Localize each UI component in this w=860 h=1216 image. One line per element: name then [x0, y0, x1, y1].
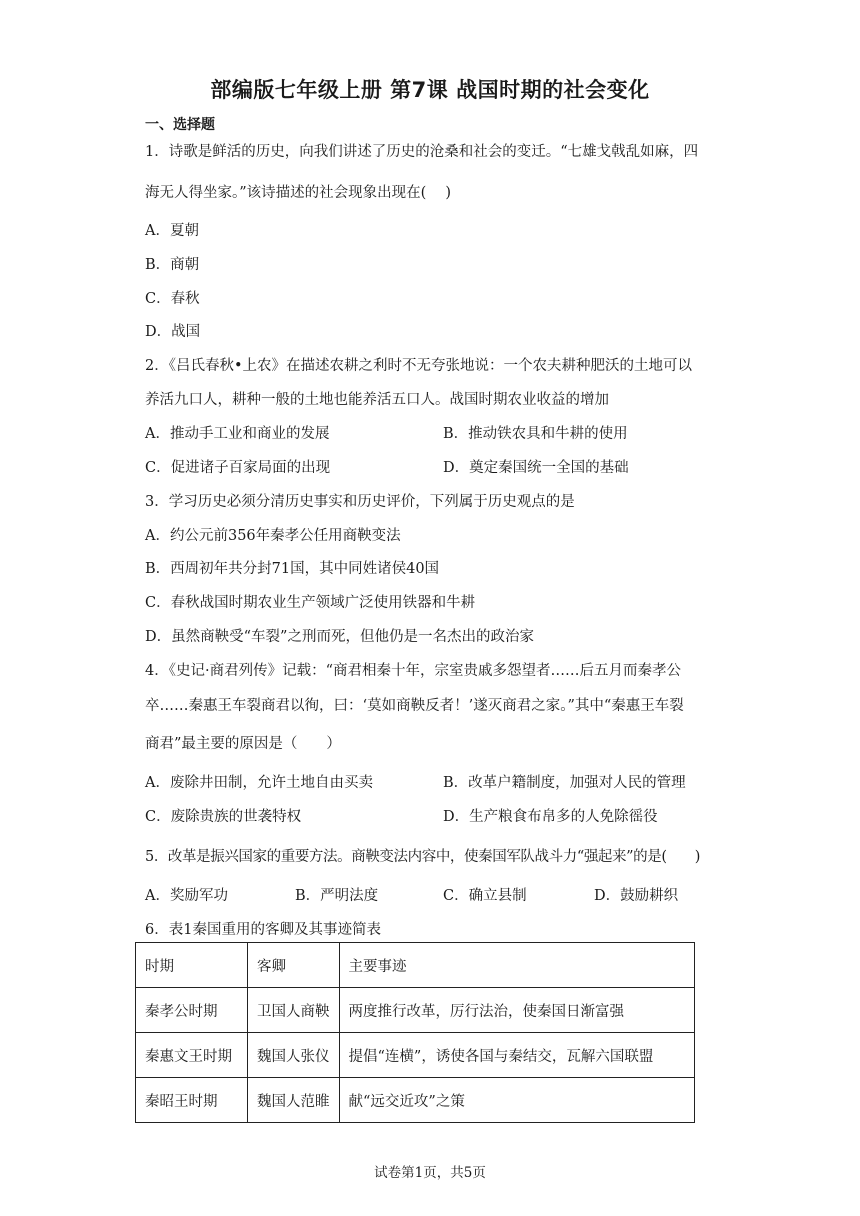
- question-4-option-b: B．改革户籍制度，加强对人民的管理: [443, 775, 686, 791]
- table-row: [136, 1033, 695, 1078]
- question-1-option-d: D．战国: [145, 324, 201, 340]
- guest-ministers-table: [135, 942, 695, 1123]
- question-4-option-c: C．废除贵族的世袭特权: [145, 809, 302, 825]
- question-4-line-1: 4．《史记·商君列传》记载：“商君相秦十年，宗室贵戚多怨望者……后五月而秦孝公: [145, 663, 681, 679]
- question-3-option-b: B．西周初年共分封71国，其中同姓诸侯40国: [145, 561, 440, 577]
- question-5-line-1: 5．改革是振兴国家的重要方法。商鞅变法内容中，使秦国军队战斗力“强起来”的是( ): [145, 849, 701, 865]
- table-header-cell: 主要事迹: [339, 943, 695, 988]
- question-4-line-3: 商君”最主要的原因是（ ）: [145, 736, 341, 752]
- question-1-line-1: 1．诗歌是鲜活的历史，向我们讲述了历史的沧桑和社会的变迁。“七雄戈戟乱如麻，四: [145, 144, 699, 160]
- question-5-option-c: C．确立县制: [443, 888, 527, 904]
- table-header-cell: 客卿: [248, 943, 340, 988]
- question-1-line-2: 海无人得坐家。”该诗描述的社会现象出现在( ): [145, 185, 452, 201]
- table-cell: 秦惠文王时期: [136, 1033, 248, 1078]
- question-2-line-2: 养活九口人，耕种一般的土地也能养活五口人。战国时期农业收益的增加: [145, 392, 609, 408]
- table-cell: 卫国人商鞅: [248, 988, 340, 1033]
- table-cell: 两度推行改革，厉行法治，使秦国日渐富强: [339, 988, 695, 1033]
- question-1-option-a: A．夏朝: [145, 223, 199, 239]
- question-5-option-d: D．鼓励耕织: [594, 888, 679, 904]
- table-header-row: [136, 943, 695, 988]
- table-cell: 献“远交近攻”之策: [339, 1078, 695, 1123]
- question-3-option-c: C．春秋战国时期农业生产领域广泛使用铁器和牛耕: [145, 595, 476, 611]
- table-cell: 魏国人张仪: [248, 1033, 340, 1078]
- question-4-option-a: A．废除井田制，允许土地自由买卖: [145, 775, 373, 791]
- question-3-line-1: 3．学习历史必须分清历史事实和历史评价，下列属于历史观点的是: [145, 494, 575, 510]
- question-2-option-b: B．推动铁农具和牛耕的使用: [443, 426, 628, 442]
- page-title: 部编版七年级上册 第7课 战国时期的社会变化: [210, 78, 650, 102]
- table-cell: 魏国人范睢: [248, 1078, 340, 1123]
- table-cell: 秦昭王时期: [136, 1078, 248, 1123]
- table-cell: 秦孝公时期: [136, 988, 248, 1033]
- question-1-option-b: B．商朝: [145, 257, 200, 273]
- question-3-option-a: A．约公元前356年秦孝公任用商鞅变法: [145, 528, 401, 544]
- question-5-option-b: B．严明法度: [295, 888, 379, 904]
- table-cell: 提倡“连横”，诱使各国与秦结交，瓦解六国联盟: [339, 1033, 695, 1078]
- question-2-option-a: A．推动手工业和商业的发展: [145, 426, 330, 442]
- question-3-option-d: D．虽然商鞅受“车裂”之刑而死，但他仍是一名杰出的政治家: [145, 629, 534, 645]
- question-2-option-d: D．奠定秦国统一全国的基础: [443, 460, 629, 476]
- question-2-line-1: 2．《吕氏春秋•上农》在描述农耕之利时不无夸张地说：一个农夫耕种肥沃的土地可以: [145, 358, 693, 374]
- question-2-option-c: C．促进诸子百家局面的出现: [145, 460, 331, 476]
- page-footer: 试卷第1页，共5页: [374, 1165, 486, 1181]
- question-4-line-2: 卒……秦惠王车裂商君以徇，曰：‘莫如商鞅反者！’遂灭商君之家。”其中“秦惠王车裂: [145, 698, 684, 714]
- question-4-option-d: D．生产粮食布帛多的人免除徭役: [443, 809, 658, 825]
- table-header-cell: 时期: [136, 943, 248, 988]
- question-6-line-1: 6．表1秦国重用的客卿及其事迹简表: [145, 922, 381, 938]
- table-row: [136, 988, 695, 1033]
- question-5-option-a: A．奖励军功: [145, 888, 228, 904]
- section-heading: 一、选择题: [145, 117, 215, 133]
- question-1-option-c: C．春秋: [145, 291, 200, 307]
- table-row: [136, 1078, 695, 1123]
